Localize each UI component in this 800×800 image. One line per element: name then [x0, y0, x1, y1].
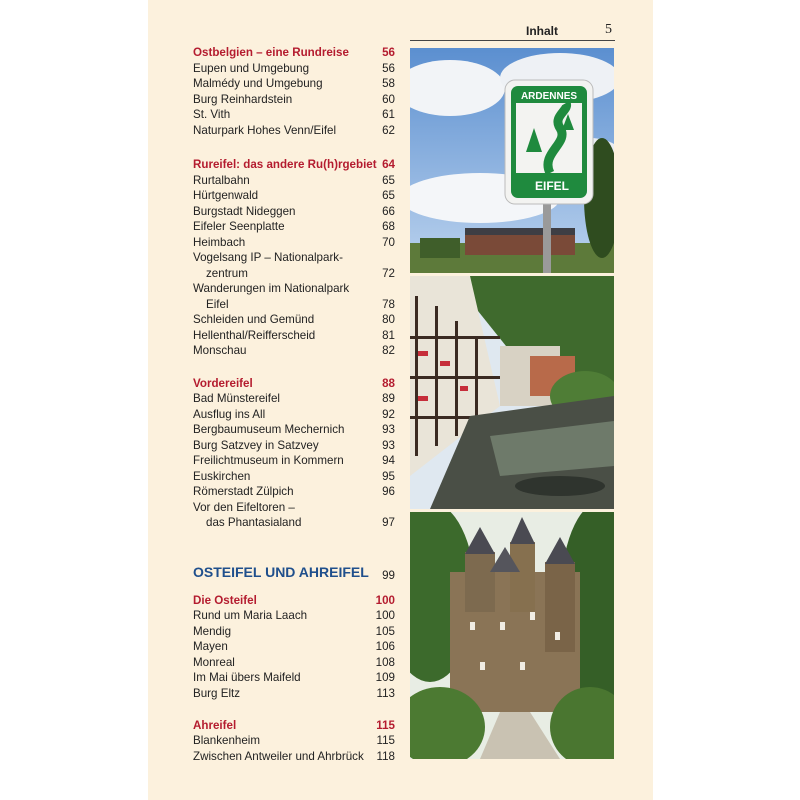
toc-entry-title: Ostbelgien – eine Rundreise: [193, 46, 349, 59]
page-number: 5: [605, 22, 612, 37]
monschau-river-photo: [410, 276, 614, 509]
toc-entry-page: 66: [382, 205, 395, 218]
sign-text-bottom: EIFEL: [534, 179, 570, 193]
toc-entry-page: 113: [376, 687, 395, 700]
ardennes-eifel-sign-photo: [410, 48, 614, 273]
toc-entry-title: Euskirchen: [193, 470, 251, 483]
toc-entry-page: 108: [375, 656, 395, 669]
toc-entry-page: 82: [382, 344, 395, 357]
toc-entry-page: 56: [382, 46, 395, 59]
toc-entry-title: Monschau: [193, 344, 247, 357]
toc-entry-title: Naturpark Hohes Venn/Eifel: [193, 124, 337, 137]
toc-entry-page: 93: [382, 439, 395, 452]
toc-entry-page: 100: [375, 609, 395, 622]
toc-entry-page: 80: [382, 313, 395, 326]
toc-entry-title: Burgstadt Nideggen: [193, 205, 296, 218]
toc-entry-title: Freilichtmuseum in Kommern: [193, 454, 344, 467]
toc-entry-title: Hellenthal/Reifferscheid: [193, 329, 316, 342]
toc-entry-title: Hürtgenwald: [193, 189, 259, 202]
toc-entry-title: Mendig: [193, 625, 232, 638]
toc-entry-title: Schleiden und Gemünd: [193, 313, 315, 326]
toc-entry-page: 61: [382, 108, 395, 121]
toc-entry-title: Burg Eltz: [193, 687, 241, 700]
toc-entry-title: Vogelsang IP – Nationalpark-: [193, 251, 343, 264]
toc-entry-page: 65: [382, 189, 395, 202]
toc-entry-title: Monreal: [193, 656, 235, 669]
toc-entry-page: 93: [382, 423, 395, 436]
toc-entry-title: Wanderungen im Nationalpark: [193, 282, 350, 295]
toc-entry-page: 70: [382, 236, 395, 249]
toc-entry-page: 60: [382, 93, 395, 106]
toc-entry-title: Die Osteifel: [193, 594, 257, 607]
toc-entry-page: 89: [382, 392, 395, 405]
toc-entry-page: 81: [382, 329, 395, 342]
toc-entry-page: 100: [375, 594, 395, 607]
toc-entry-title: Burg Reinhardstein: [193, 93, 293, 106]
toc-entry-title: Ausflug ins All: [193, 408, 266, 421]
toc-entry-title: das Phantasialand: [206, 516, 302, 529]
toc-entry-title: Malmédy und Umgebung: [193, 77, 323, 90]
toc-entry-title: Burg Satzvey in Satzvey: [193, 439, 319, 452]
toc-entry-page: 78: [382, 298, 395, 311]
toc-entry-title: Bergbaumuseum Mechernich: [193, 423, 345, 436]
toc-entry-page: 94: [382, 454, 395, 467]
toc-entry-page: 58: [382, 77, 395, 90]
toc-entry-title: Eifel: [206, 298, 229, 311]
toc-entry-page: 115: [376, 719, 395, 732]
page-header-rule: [410, 24, 615, 41]
toc-entry-page: 105: [375, 625, 395, 638]
toc-entry-page: 65: [382, 174, 395, 187]
toc-entry-title: Bad Münstereifel: [193, 392, 280, 405]
toc-entry-title: Ahreifel: [193, 719, 237, 732]
toc-entry-page: 88: [382, 377, 395, 390]
toc-entry-page: 92: [382, 408, 395, 421]
toc-entry-title: Vordereifel: [193, 377, 253, 390]
toc-entry-page: 115: [376, 734, 395, 747]
toc-entry-page: 118: [376, 750, 395, 763]
toc-entry-title: OSTEIFEL UND AHREIFEL: [193, 564, 369, 580]
toc-entry-title: Vor den Eifeltoren –: [193, 501, 295, 514]
page-header-title: Inhalt: [526, 24, 558, 38]
toc-entry-page: 68: [382, 220, 395, 233]
toc-entry-title: Rureifel: das andere Ru(h)rgebiet: [193, 158, 377, 171]
toc-entry-title: Rund um Maria Laach: [193, 609, 308, 622]
toc-entry-title: Eupen und Umgebung: [193, 62, 310, 75]
toc-entry-page: 95: [382, 470, 395, 483]
toc-entry-title: Eifeler Seenplatte: [193, 220, 285, 233]
toc-entry-title: Zwischen Antweiler und Ahrbrück: [193, 750, 364, 763]
toc-entry-title: Mayen: [193, 640, 228, 653]
toc-entry-page: 56: [382, 62, 395, 75]
toc-entry-title: Im Mai übers Maifeld: [193, 671, 301, 684]
sign-text-top: ARDENNES: [520, 91, 578, 102]
toc-entry-title: St. Vith: [193, 108, 231, 121]
toc-entry-title: zentrum: [206, 267, 248, 280]
toc-entry-title: Blankenheim: [193, 734, 261, 747]
toc-entry-page: 64: [382, 158, 395, 171]
toc-entry-title: Rurtalbahn: [193, 174, 250, 187]
toc-entry-page: 97: [382, 516, 395, 529]
toc-entry-page: 99: [382, 569, 395, 582]
burg-eltz-photo: [410, 512, 614, 759]
toc-entry-title: Heimbach: [193, 236, 246, 249]
toc-entry-title: Römerstadt Zülpich: [193, 485, 294, 498]
toc-entry-page: 109: [375, 671, 395, 684]
toc-entry-page: 106: [375, 640, 395, 653]
toc-entry-page: 72: [382, 267, 395, 280]
toc-entry-page: 96: [382, 485, 395, 498]
toc-entry-page: 62: [382, 124, 395, 137]
